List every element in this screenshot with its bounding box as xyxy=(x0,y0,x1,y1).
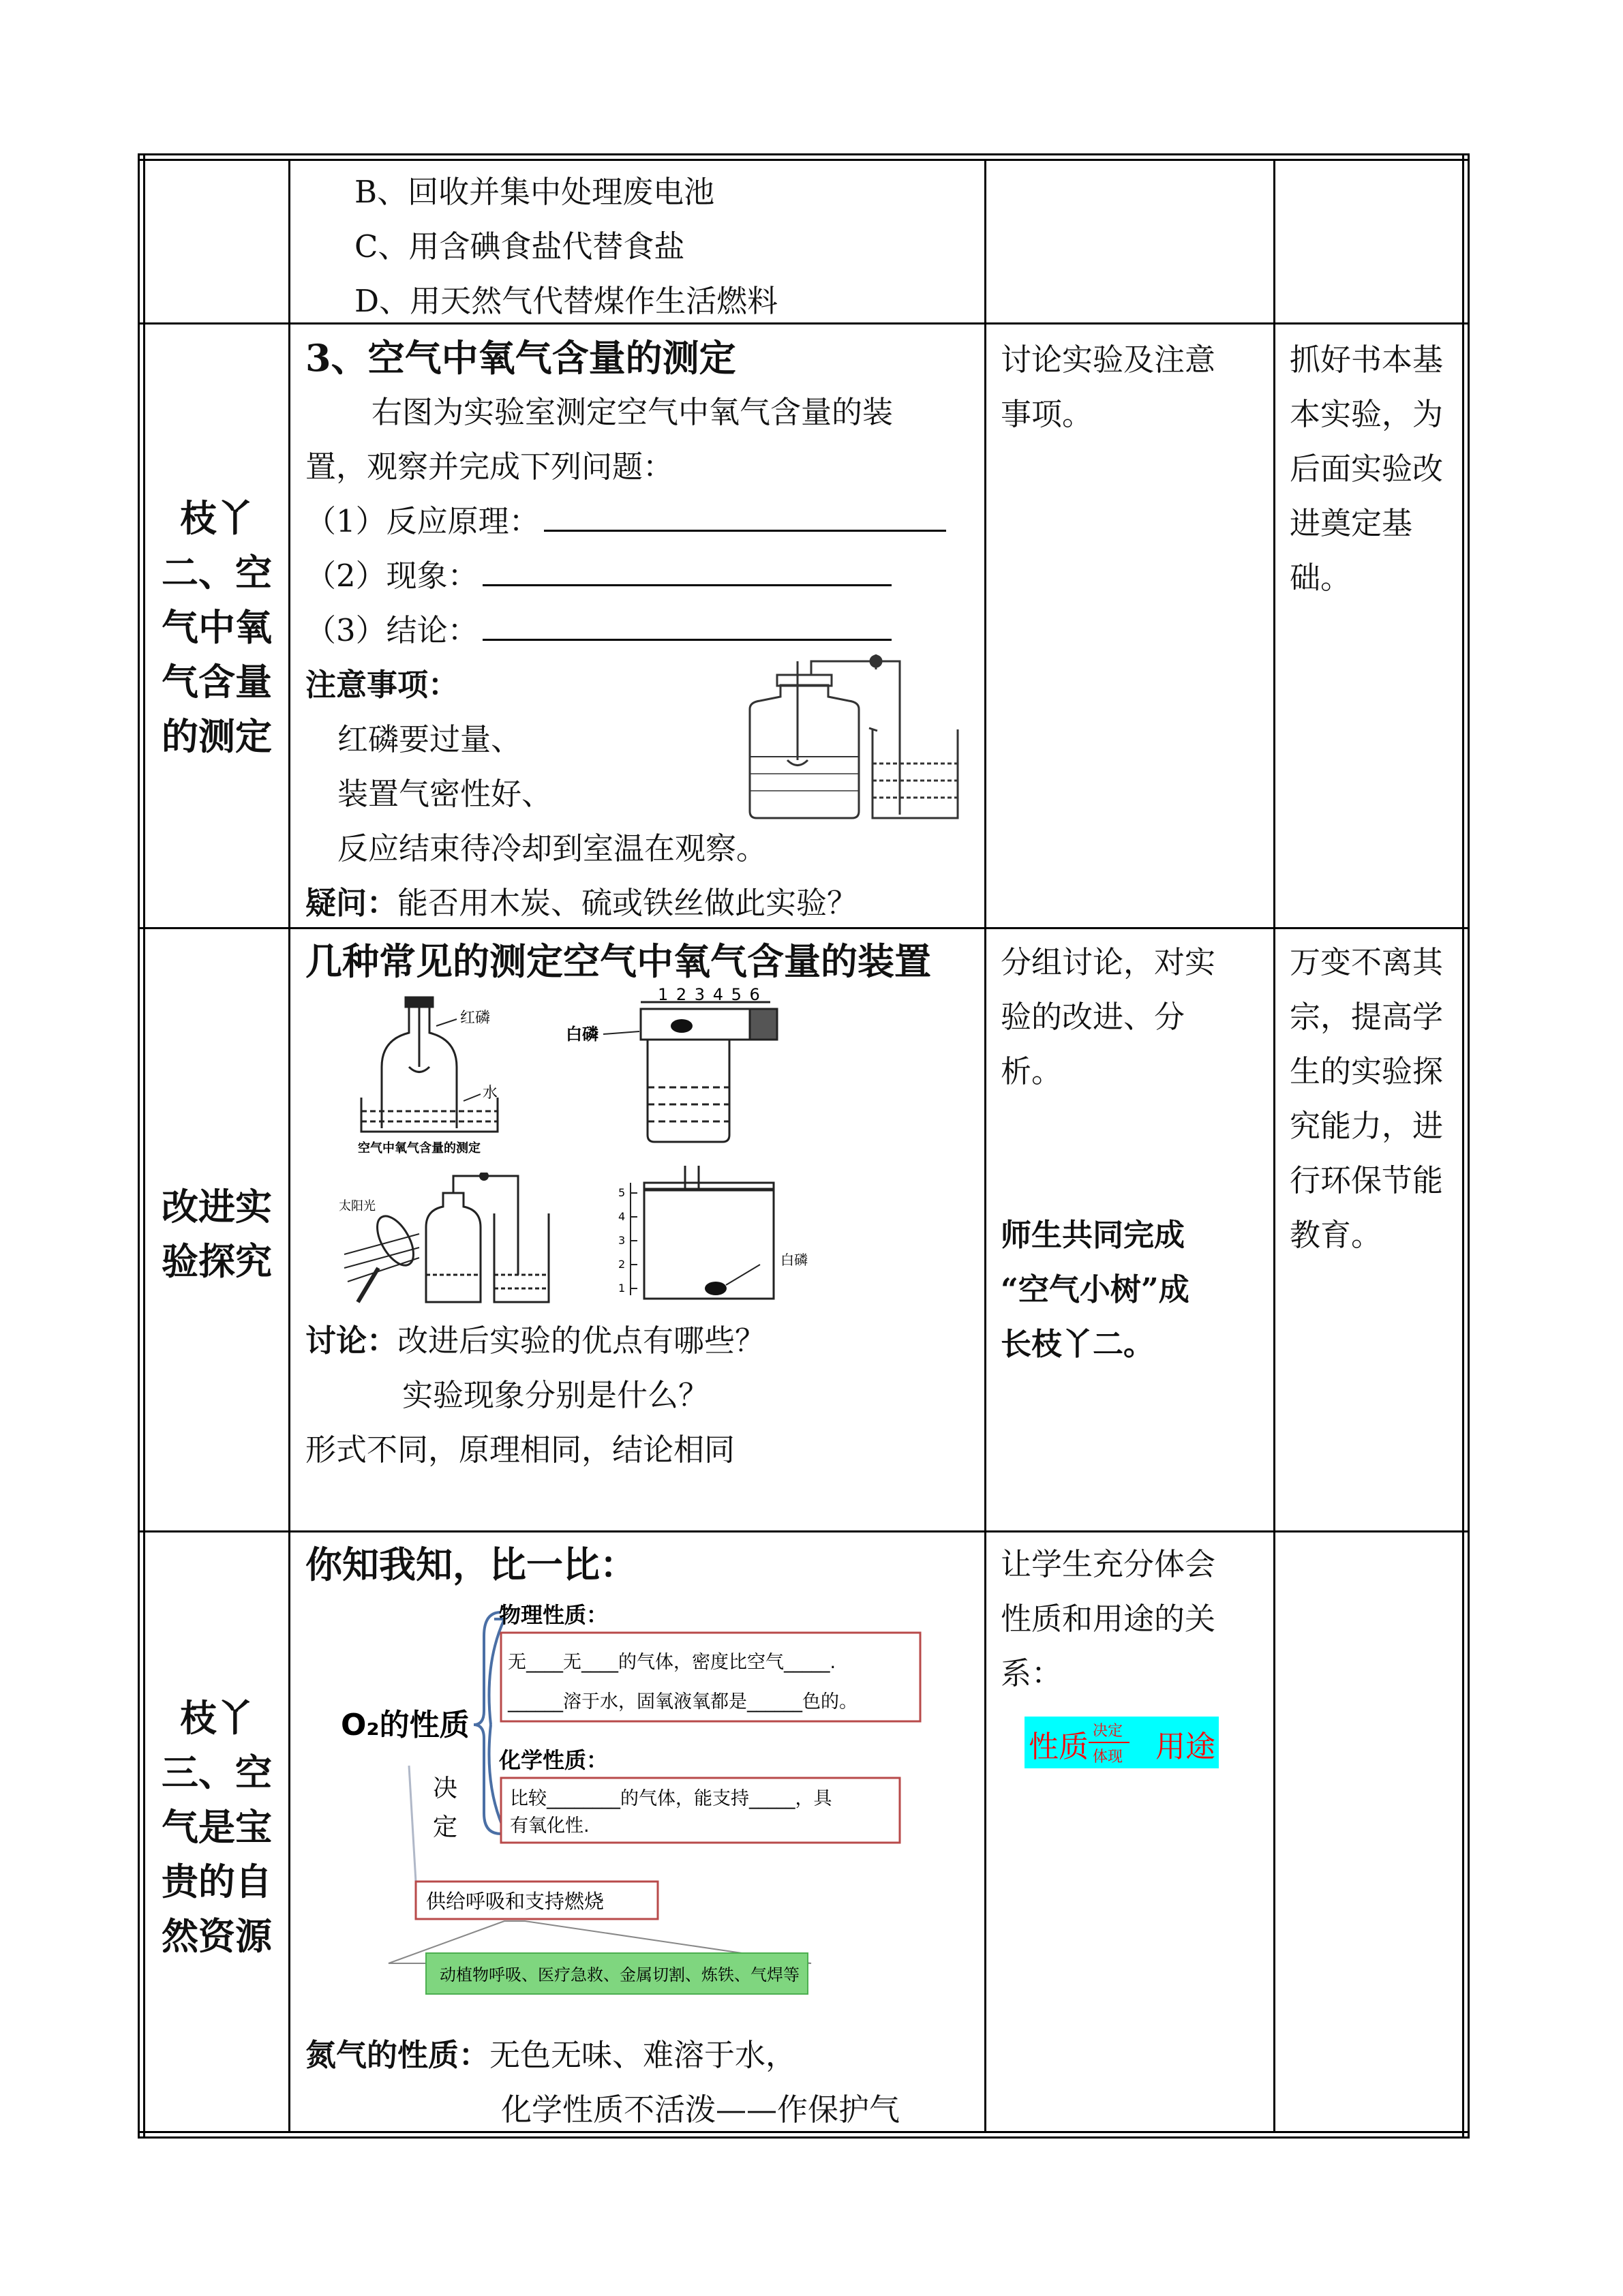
tick-2: 2 xyxy=(618,1258,626,1271)
answer-blank-3 xyxy=(483,611,892,641)
conclusion-line: 形式不同，原理相同，结论相同 xyxy=(305,1432,735,1468)
design-intent-row2: 抓好书本基 本实验，为 后面实验改 进奠定基 础。 xyxy=(1290,342,1444,596)
relation-left: 性质 xyxy=(1029,1729,1089,1764)
section-title-devices: 几种常见的测定空气中氧气含量的装置 xyxy=(305,939,931,983)
chemical-line-1: 比较________的气体，能支持_____，具 xyxy=(510,1788,832,1809)
relation-bottom: 体现 xyxy=(1093,1749,1123,1766)
oxygen-properties-diagram xyxy=(320,1595,947,2004)
answer-blank-2 xyxy=(483,557,892,586)
physical-line-1: 无____无____的气体，密度比空气_____. xyxy=(508,1652,836,1673)
nitrogen-line-1: 氮气的性质：无色无味、难溶于水， xyxy=(305,2037,797,2073)
tick-5: 5 xyxy=(618,1186,626,1199)
physical-line-2: ______溶于水，固氧液氧都是______色的。 xyxy=(508,1691,858,1712)
note-2: 装置气密性好、 xyxy=(337,776,553,812)
student-activity-row4: 让学生充分体会 性质和用途的关 系： xyxy=(1001,1546,1216,1691)
question-2: （2）现象： xyxy=(305,549,892,603)
physical-label: 物理性质： xyxy=(499,1602,609,1628)
water-label: 水 xyxy=(483,1085,498,1102)
option-d: D、用天然气代替煤作生活燃料 xyxy=(354,283,778,319)
note-3: 反应结束待冷却到室温在观察。 xyxy=(337,830,768,866)
relation-box xyxy=(1025,1717,1219,1768)
option-b: B、回收并集中处理废电池 xyxy=(354,174,715,210)
white-phosphorus-label-1: 白磷 xyxy=(566,1025,598,1044)
white-phosphorus-label-2: 白磷 xyxy=(780,1252,808,1268)
tick-1: 1 xyxy=(618,1282,626,1295)
scale-tube-figure xyxy=(566,985,791,1149)
chemical-label: 化学性质： xyxy=(499,1747,609,1773)
sunlight-label: 太阳光 xyxy=(339,1199,376,1213)
section-title-oxygen-measure: 3、空气中氧气含量的测定 xyxy=(305,336,736,380)
lens-apparatus-figure xyxy=(337,1173,610,1309)
discussion-question-2: 实验现象分别是什么？ xyxy=(402,1377,710,1413)
oxygen-apparatus-figure xyxy=(733,654,965,825)
applications-box-label: 动植物呼吸、医疗急救、金属切割、炼铁、气焊等 xyxy=(440,1965,800,1984)
scale-numbers: 1 2 3 4 5 6 xyxy=(658,985,761,1004)
student-activity-row3-2: 师生共同完成 “空气小树”成 长枝丫二。 xyxy=(1001,1217,1189,1362)
student-activity-row2: 讨论实验及注意 事项。 xyxy=(1001,342,1216,432)
decide-char-1: 决 xyxy=(433,1774,458,1802)
red-phosphorus-label: 红磷 xyxy=(460,1010,491,1027)
question-3: （3）结论： xyxy=(305,603,892,658)
chemical-line-2: 有氧化性. xyxy=(510,1815,590,1837)
question-1: （1）反应原理： xyxy=(305,494,946,549)
stage-label-oxygen-measure: 枝丫 二、空 气中氧 气含量 的测定 xyxy=(162,496,272,758)
notes-label: 注意事项： xyxy=(305,667,459,703)
section-title-compare: 你知我知，比一比： xyxy=(305,1543,637,1586)
student-activity-row3-1: 分组讨论，对实 验的改进、分 析。 xyxy=(1001,944,1216,1089)
question-line: 疑问：能否用木炭、硫或铁丝做此实验？ xyxy=(305,885,858,921)
relation-top: 决定 xyxy=(1093,1723,1123,1740)
tick-4: 4 xyxy=(618,1210,626,1223)
piston-cylinder-figure xyxy=(617,1162,815,1312)
intro-line-1: 右图为实验室测定空气中氧气含量的装 xyxy=(371,394,894,430)
note-1: 红磷要过量、 xyxy=(337,721,522,757)
discussion-line: 讨论：改进后实验的优点有哪些？ xyxy=(305,1323,766,1359)
tick-3: 3 xyxy=(618,1234,626,1247)
option-c: C、用含碘食盐代替食盐 xyxy=(354,228,685,265)
answer-blank-1 xyxy=(544,502,946,532)
intro-line-2: 置，观察并完成下列问题： xyxy=(305,449,674,485)
stage-label-improved-experiment: 改进实 验探究 xyxy=(162,1185,272,1283)
design-intent-row3: 万变不离其 宗，提高学 生的实验探 究能力，进 行环保节能 教育。 xyxy=(1290,944,1444,1253)
stage-label-air-resource: 枝丫 三、空 气是宝 贵的自 然资源 xyxy=(162,1696,272,1958)
o2-properties-label: O₂的性质 xyxy=(341,1708,470,1742)
bell-jar-caption: 空气中氧气含量的测定 xyxy=(358,1141,481,1155)
relation-right: 用途 xyxy=(1155,1729,1215,1764)
nitrogen-line-2: 化学性质不活泼——作保护气 xyxy=(501,2091,900,2128)
bell-jar-figure xyxy=(354,992,532,1155)
relation-arrow xyxy=(1089,1742,1129,1743)
use-box-label: 供给呼吸和支持燃烧 xyxy=(426,1890,605,1913)
decide-char-2: 定 xyxy=(433,1813,458,1841)
